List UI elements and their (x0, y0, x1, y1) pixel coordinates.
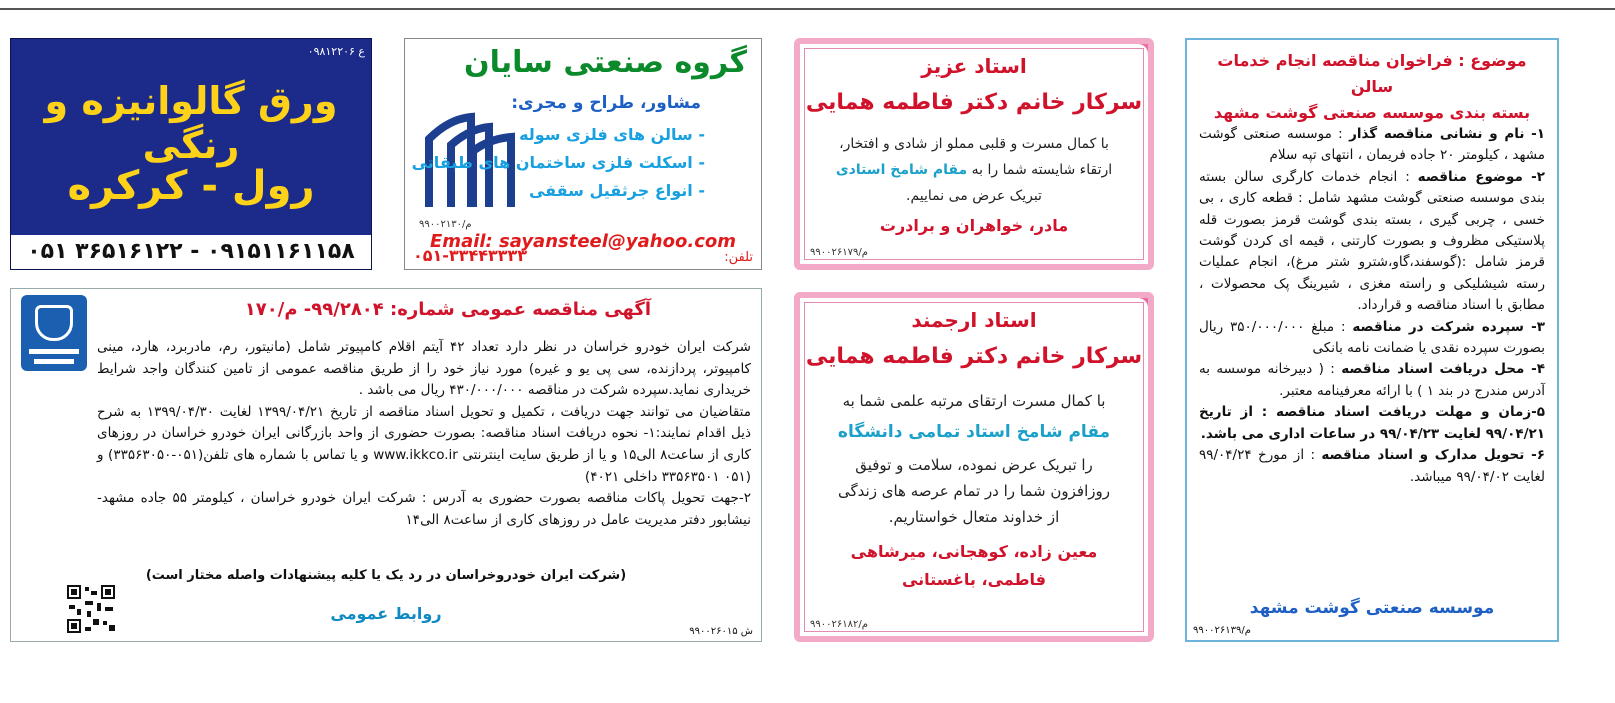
sayan-industrial-ad (404, 38, 762, 270)
clause-label: ۱- نام و نشانی مناقصه گذار (1349, 126, 1546, 142)
galvanized-sheet-ad (10, 38, 372, 270)
message-line: روزافزون شما را در تمام عرصه های زندگی (838, 482, 1110, 500)
ad-subtitle: رول - کرکره (67, 163, 315, 209)
phone-number: ۰۵۱-۳۳۴۴۳۳۳۳ (413, 246, 528, 265)
ad-phones: ۰۵۱ ۳۶۵۱۶۱۲۲ - ۰۹۱۵۱۱۶۱۱۵۸ (11, 235, 371, 269)
top-rule (0, 8, 1615, 10)
paragraph: ۲-جهت تحویل پاکات مناقصه بصورت حضوری به آدرس : شرکت ایران خودرو خراسان ، کیلومتر ۵۵ جاده مشهد-نیشابور دفتر مدیریت عامل در روزهای کاری از ساعت۸ الی۱۴ (97, 490, 751, 528)
clause (1199, 445, 1545, 488)
clause-text: : موسسه صنعتی گوشت مشهد ، کیلومتر ۲۰ جاده فریمان ، انتهای تپه سلام (1199, 126, 1545, 164)
ad-title: ورق گالوانیزه و رنگی (44, 79, 338, 167)
clause-text: : انجام خدمات کارگری سالن بسته بندی موسسه صنعتی گوشت مشهد شامل : قطعه کاری ، بی خسی ، چربی گیری ، بسته بندی گوشت قرمز بصورت قله پلاستیکی مظروف و بصورت کارتنی ، قیمه ای کردن گوشت قرمز شامل :(گوسفند،گاو،شترو شتر مرغ)، انجام عملیات رسته شیشلیکی و راسته مغزی ، شیرینگ پک محصولات ، مطابق با اسناد مناقصه و قرارداد. (1199, 168, 1545, 314)
message-line: تبریک عرض می نماییم. (906, 188, 1042, 204)
ikco-logo-icon (21, 295, 87, 371)
message-line: را تبریک عرض نموده، سلامت و توفیق (855, 456, 1093, 474)
message-line: با کمال مسرت و قلبی مملو از شادی و افتخار، (839, 136, 1109, 152)
clause (1199, 402, 1545, 445)
clause (1199, 317, 1545, 360)
clause-text: : از مورخ ۹۹/۰۴/۲۴ لغایت ۹۹/۰۴/۰۲ میباشد. (1199, 447, 1545, 485)
service-item: - انواع جرثقیل سقفی (528, 181, 705, 200)
paragraph: متقاضیان می توانند جهت دریافت ، تکمیل و تحویل اسناد مناقصه از تاریخ ۱۳۹۹/۰۴/۲۱ لغایت ۱۳۹۹/۰۴/۳۰ به شرح ذیل اقدام نمایند:۱- نحوه دریافت اسناد مناقصه: بصورت حضوری از واحد بازرگانی ایران خودرو خراسان در روزهای کاری از ساعت۸ الی۱۵ و یا از طریق سایت اینترنتی www.ikkco.ir و یا تماس با شماره های تلفن(۰۵۱-۳۳۵۶۳۰۵۰) و (۰۵۱ ۳۳۵۶۳۵۰۱ داخلی ۴۰۲۱) (97, 403, 751, 485)
honoree-name: سرکار خانم دکتر فاطمه همایی (805, 344, 1143, 369)
paragraph: شرکت ایران خودرو خراسان در نظر دارد تعداد ۴۲ آیتم اقلام کامپیوتر شامل (مانیتور، رم، مادربرد، هارد، مینی کامپیوتر، پردازنده، سی پی یو و غیره) مورد نیاز خود را از طریق مناقصه عمومی از تامین کنندگان واجد شرایط خریداری نماید.سپرده شرکت در مناقصه ۴۳۰/۰۰۰/۰۰۰ ریال می باشد . (97, 339, 751, 399)
clause (1199, 359, 1545, 402)
message-line (800, 162, 1148, 178)
meat-company-tender-notice (1185, 38, 1559, 642)
clause-label: ۲- موضوع مناقصه (1417, 168, 1545, 185)
message-highlight: مقام شامخ استاد تمامی دانشگاه (837, 422, 1111, 442)
message-highlight: مقام شامخ استادی (835, 162, 968, 178)
logo-line (34, 359, 74, 364)
ad-code: ۹۹۰۰۲۶۱۸۲/م (810, 619, 868, 630)
ad-code: ۹۹۰۰۲۶۱۳۹/م (1193, 625, 1251, 636)
clause (1199, 167, 1545, 317)
shield-shape (35, 305, 73, 341)
title-line: موضوع : فراخوان مناقصه انجام خدمات سالن (1217, 51, 1527, 96)
message-line: با کمال مسرت ارتقای مرتبه علمی شما به (842, 392, 1106, 410)
logo-line (29, 349, 79, 354)
email-address: Email: sayansteel@yahoo.com (430, 231, 736, 252)
clause-label: ۴- محل دریافت اسناد مناقصه (1341, 361, 1546, 378)
ad-code: ۹۹۰۰۲۶۱۷۹/م (810, 247, 868, 258)
tender-heading: آگهی مناقصه عمومی شماره: ۹۹/۲۸۰۴- م/۱۷۰ (244, 299, 651, 320)
clause-text: : ( دبیرخانه موسسه به آدرس مندرج در بند ۱ ) با ارائه معرفینامه معتبر. (1199, 361, 1545, 399)
phone-label: تلفن: (724, 250, 753, 265)
message-text: ارتقاء شایسته شما را به (971, 162, 1113, 178)
public-relations-label: روابط عمومی (330, 604, 442, 623)
signature: مادر، خواهران و برادرت (879, 216, 1069, 235)
clause-label: ۵-زمان و مهلت دریافت اسناد مناقصه : از تاریخ ۹۹/۰۴/۲۱ لغایت ۹۹/۰۴/۲۳ در ساعات اداری می باشد. (1199, 404, 1545, 442)
greeting: استاد ارجمند (911, 308, 1037, 332)
notice-body (1199, 124, 1545, 488)
service-item: - اسکلت فلزی ساختمان های طبقاتی (411, 153, 705, 172)
ad-code: ۹۹۰۰۲۶۰۱۵ ش (689, 626, 753, 637)
notice-title (1197, 48, 1547, 126)
greeting: استاد عزیز (921, 54, 1027, 78)
ad-code: ۹۹۰۰۲۱۳۰/م (419, 219, 472, 230)
message-line: از خداوند متعال خواستاریم. (888, 508, 1060, 526)
tender-text (97, 337, 751, 531)
ikco-tender-ad (10, 288, 762, 642)
honoree-name: سرکار خانم دکتر فاطمه همایی (805, 90, 1143, 115)
clause (1199, 124, 1545, 167)
closing-note: (شرکت ایران خودروخراسان در رد یک یا کلیه پیشنهادات واصله مختار است) (145, 568, 627, 583)
signature: فاطمی، باغستانی (901, 570, 1047, 589)
congratulation-card-1 (794, 38, 1154, 270)
ad-title: گروه صنعتی سایان (463, 45, 747, 80)
ad-code: ۰۹۸۱۲۲۰۶ ع (307, 45, 365, 58)
clause-text: : مبلغ ۳۵۰/۰۰۰/۰۰۰ ریال بصورت سپرده نقدی یا ضمانت نامه بانکی (1199, 318, 1545, 357)
congratulation-card-2 (794, 292, 1154, 642)
ad-subtitle: مشاور، طراح و مجری: (511, 93, 701, 113)
signature: معین زاده، کوهجانی، میرشاهی (850, 542, 1098, 561)
clause-label: ۳- سپرده شرکت در مناقصه (1352, 318, 1545, 335)
title-line: بسته بندی موسسه صنعتی گوشت مشهد (1213, 103, 1531, 122)
clause-label: ۶- تحویل مدارک و اسناد مناقصه (1321, 447, 1545, 464)
signature: موسسه صنعتی گوشت مشهد (1249, 598, 1495, 618)
service-item: - سالن های فلزی سوله (519, 125, 705, 144)
